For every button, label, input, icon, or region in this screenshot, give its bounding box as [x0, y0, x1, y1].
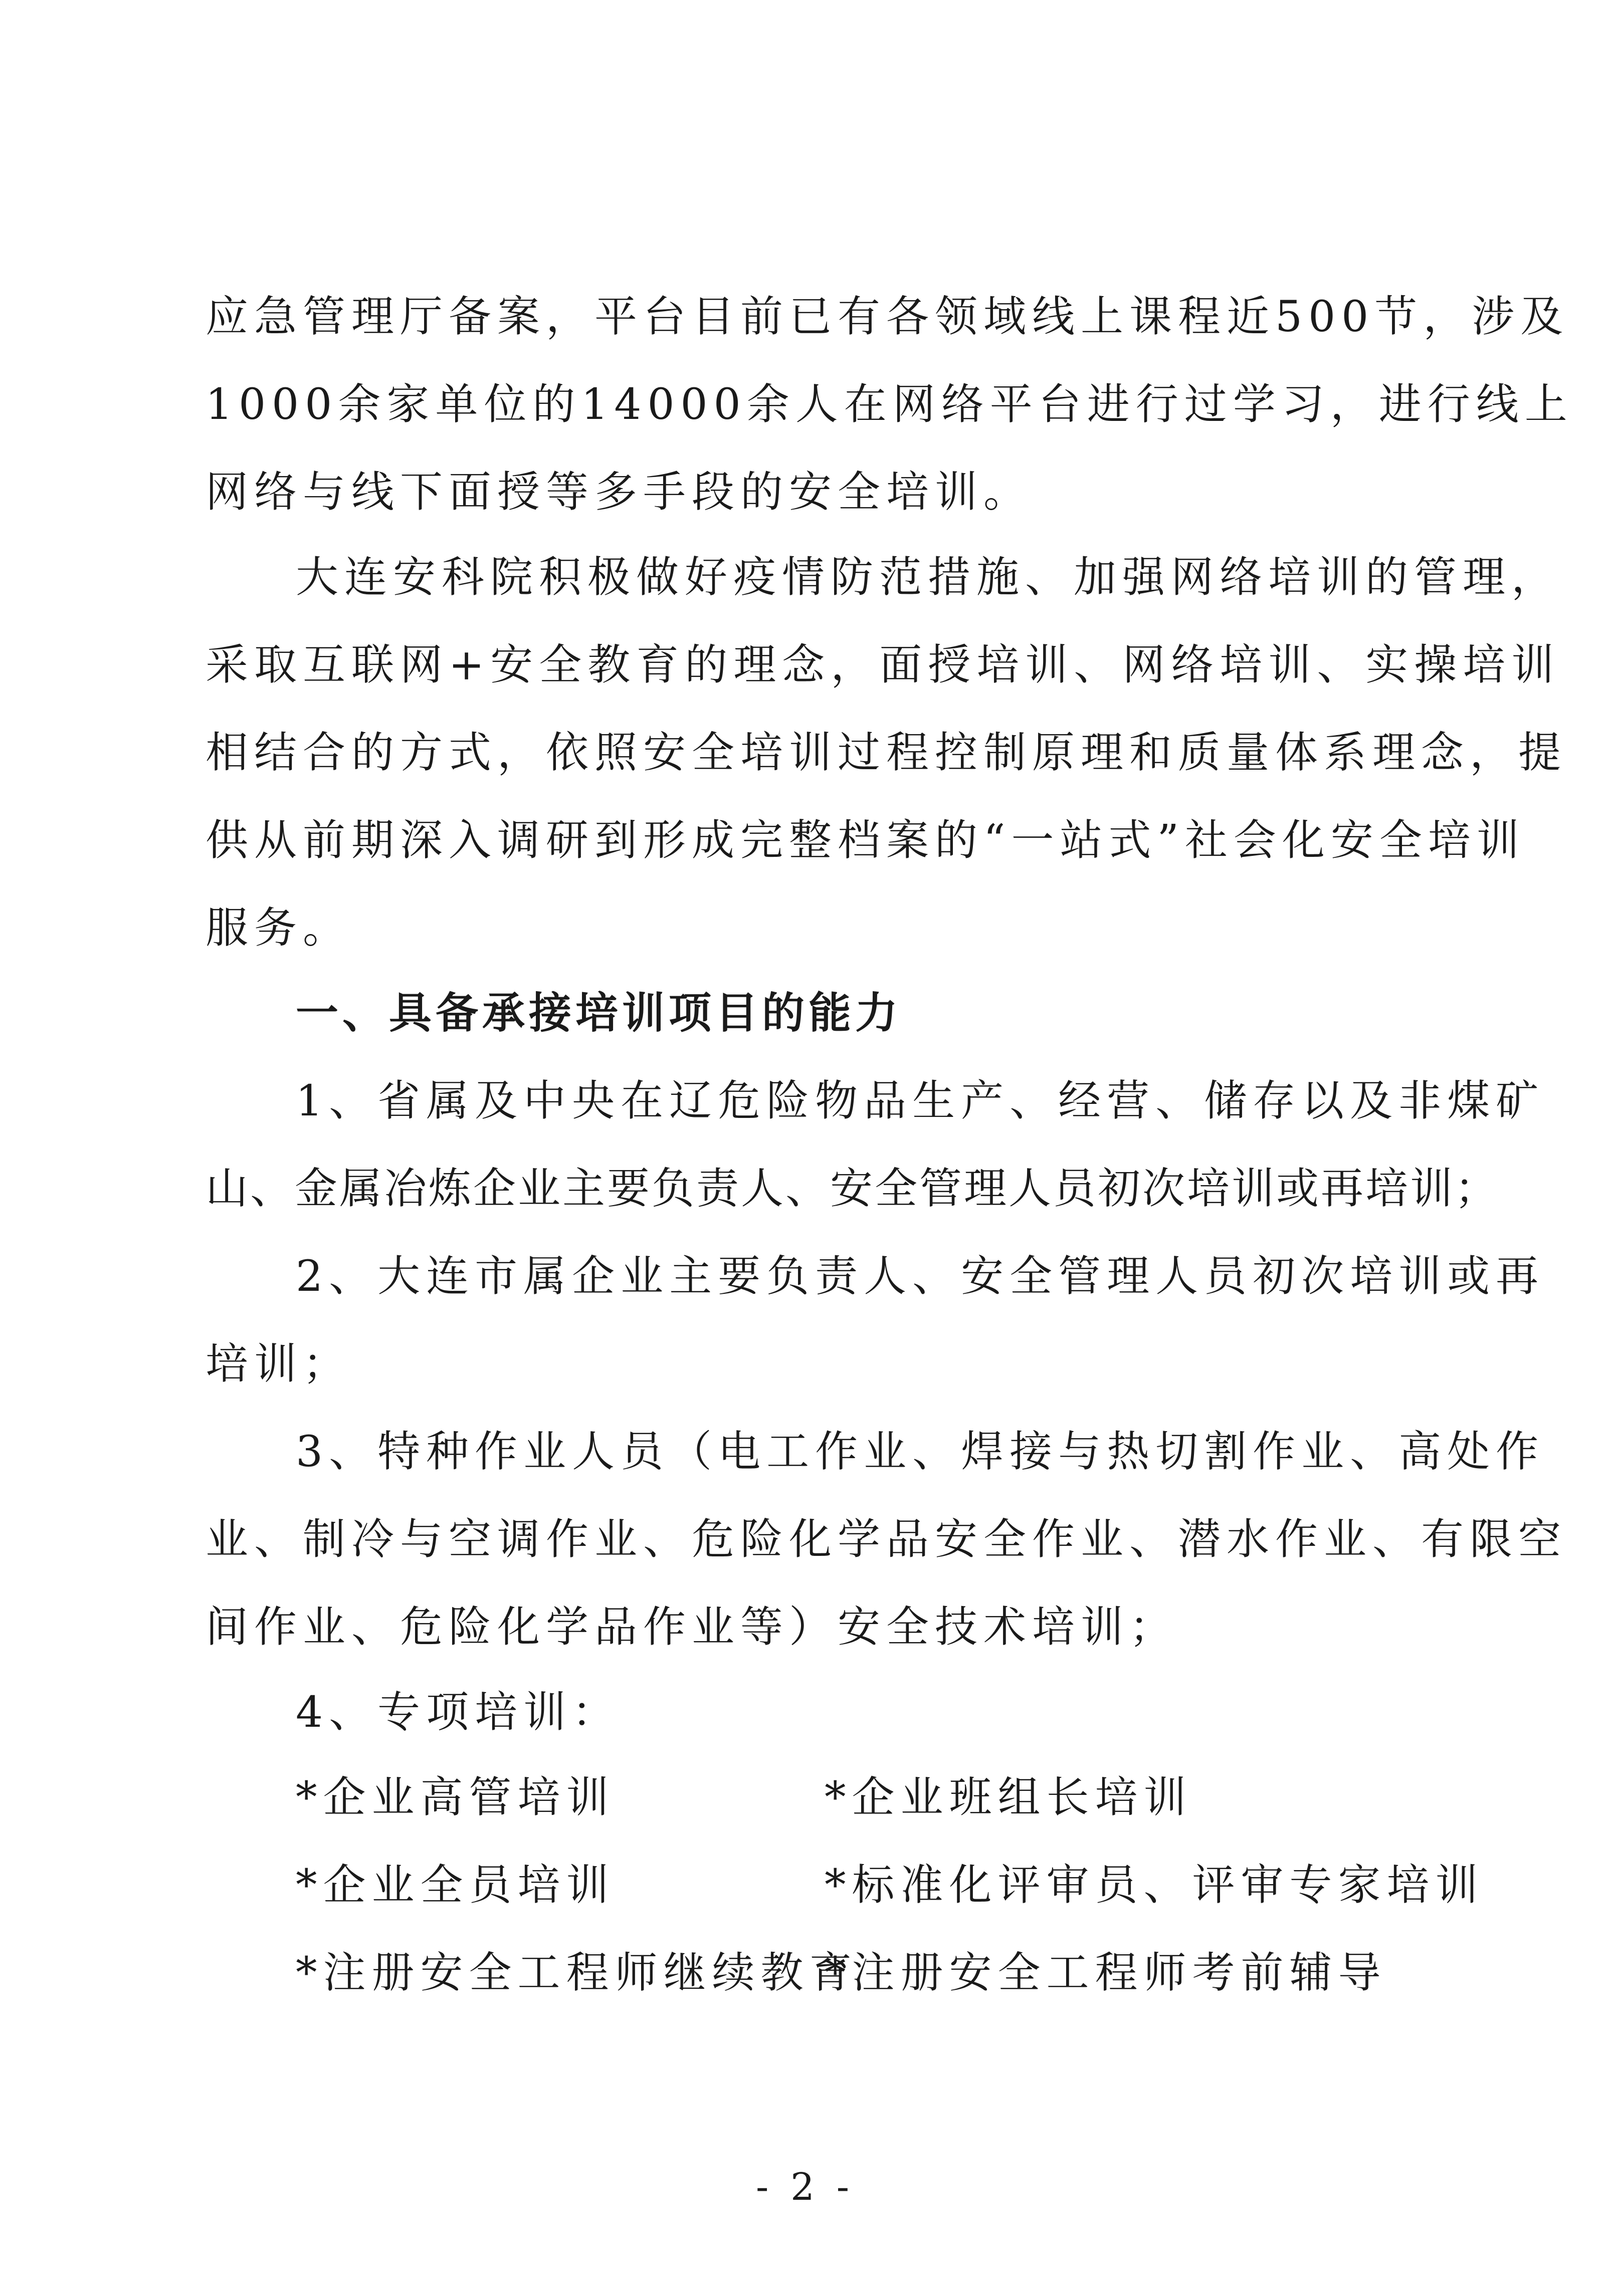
paragraph-1-line-3: 网络与线下面授等多手段的安全培训。 [206, 468, 1033, 517]
paragraph-2-line-5: 服务。 [206, 903, 352, 953]
paragraph-1-line-1: 应急管理厅备案，平台目前已有各领域线上课程近500节，涉及 [206, 292, 1569, 342]
paragraph-2-line-2: 采取互联网+安全教育的理念，面授培训、网络培训、实操培训 [206, 640, 1560, 690]
paragraph-2-line-3: 相结合的方式，依照安全培训过程控制原理和质量体系理念，提 [206, 728, 1567, 778]
special-training-item: *注册安全工程师考前辅导 [825, 1948, 1387, 1998]
special-training-item: *企业班组长培训 [825, 1773, 1192, 1822]
item-2-line-2: 培训； [206, 1339, 352, 1389]
paragraph-1-line-2: 1000余家单位的14000余人在网络平台进行过学习，进行线上 [206, 380, 1573, 429]
page-number: - 2 - [755, 2165, 855, 2209]
item-3-line-3: 间作业、危险化学品作业等）安全技术培训； [206, 1602, 1178, 1652]
item-2-line-1: 2、大连市属企业主要负责人、安全管理人员初次培训或再 [296, 1252, 1545, 1301]
item-3-line-2: 业、制冷与空调作业、危险化学品安全作业、潜水作业、有限空 [206, 1515, 1567, 1564]
item-1-line-2: 山、金属冶炼企业主要负责人、安全管理人员初次培训或再培训； [206, 1164, 1500, 1214]
special-training-item: *标准化评审员、评审专家培训 [825, 1861, 1484, 1910]
paragraph-2-line-4: 供从前期深入调研到形成完整档案的“一站式”社会化安全培训 [206, 816, 1525, 865]
special-training-item: *企业全员培训 [296, 1861, 615, 1910]
item-1-line-1: 1、省属及中央在辽危险物品生产、经营、储存以及非煤矿 [296, 1076, 1545, 1126]
special-training-item: *注册安全工程师继续教育 [296, 1948, 858, 1998]
item-3-line-1: 3、特种作业人员（电工作业、焊接与热切割作业、高处作 [296, 1427, 1545, 1477]
paragraph-2-line-1: 大连安科院积极做好疫情防范措施、加强网络培训的管理， [296, 553, 1560, 602]
item-4-heading: 4、专项培训： [296, 1688, 621, 1737]
special-training-item: *企业高管培训 [296, 1773, 615, 1822]
section-heading: 一、具备承接培训项目的能力 [296, 989, 902, 1038]
